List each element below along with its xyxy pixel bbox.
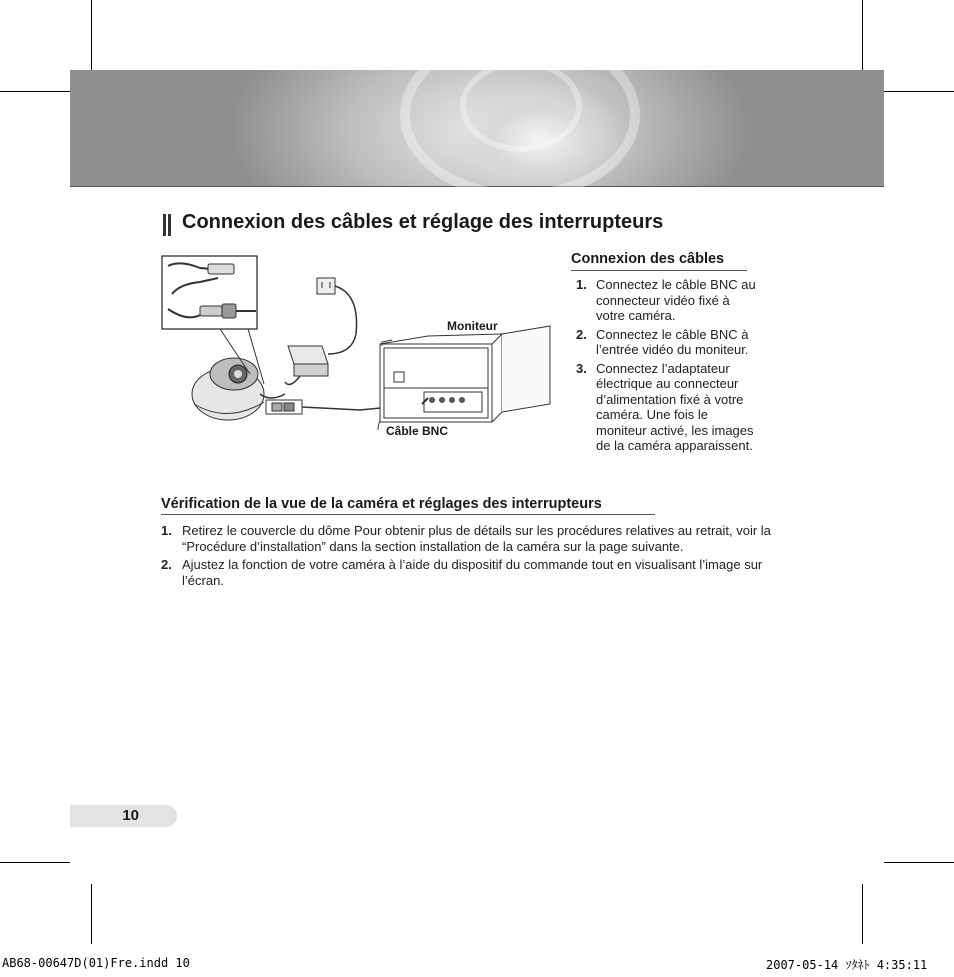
crop-mark: [0, 862, 70, 863]
connection-diagram: [160, 254, 560, 454]
connection-diagram-svg: [160, 254, 560, 454]
crop-mark: [0, 91, 70, 92]
crop-mark: [884, 862, 954, 863]
list-item: [571, 327, 756, 358]
step-text: Retirez le couvercle du dôme Pour obtenir plus de détails sur les procédures relatives au retrait, voir la “Procédure d’installation” dans la section installation de la caméra sur la page suivante.: [182, 523, 771, 554]
crop-mark: [862, 884, 863, 944]
step-number: 2.: [576, 326, 587, 342]
step-text: Connectez l’adaptateur électrique au connecteur d’alimentation fixé à votre caméra. Une fois le moniteur activé, les images de la caméra apparaissent.: [596, 360, 754, 453]
crop-mark: [862, 0, 863, 70]
slug-file: AB68-00647D(01)Fre.indd 10: [2, 956, 190, 970]
list-item: [161, 523, 776, 554]
crop-mark: [91, 0, 92, 70]
list-item: [571, 361, 756, 454]
cable-connection-heading: Connexion des câbles: [571, 251, 747, 271]
cable-connection-section: [571, 250, 756, 457]
crop-mark: [91, 884, 92, 944]
list-item: [161, 557, 776, 588]
step-number: 3.: [576, 360, 587, 376]
step-number: 1.: [161, 523, 172, 538]
slug-date: 2007-05-14 ｿﾀﾈﾄ 4:35:11: [766, 958, 928, 972]
page-title: Connexion des câbles et réglage des interrupteurs: [182, 211, 664, 233]
verification-heading: Vérification de la vue de la caméra et réglages des interrupteurs: [161, 496, 655, 515]
header-banner-image: [70, 70, 884, 187]
verification-section: [161, 495, 771, 591]
step-text: Connectez le câble BNC au connecteur vidéo fixé à votre caméra.: [596, 277, 756, 323]
cable-connection-steps: [571, 277, 756, 454]
list-item: [571, 277, 756, 324]
step-text: Ajustez la fonction de votre caméra à l’aide du dispositif du commande tout en visualisant l’image sur l’écran.: [182, 557, 763, 588]
page-number: 10: [70, 805, 177, 827]
step-number: 2.: [161, 557, 172, 572]
title-marker: [163, 214, 171, 236]
verification-steps: [161, 523, 771, 588]
monitor-label: Moniteur: [447, 319, 498, 333]
step-number: 1.: [576, 277, 587, 292]
crop-mark: [884, 91, 954, 92]
step-text: Connectez le câble BNC à l’entrée vidéo du moniteur.: [596, 326, 749, 357]
bnc-cable-label: Câble BNC: [386, 424, 449, 438]
